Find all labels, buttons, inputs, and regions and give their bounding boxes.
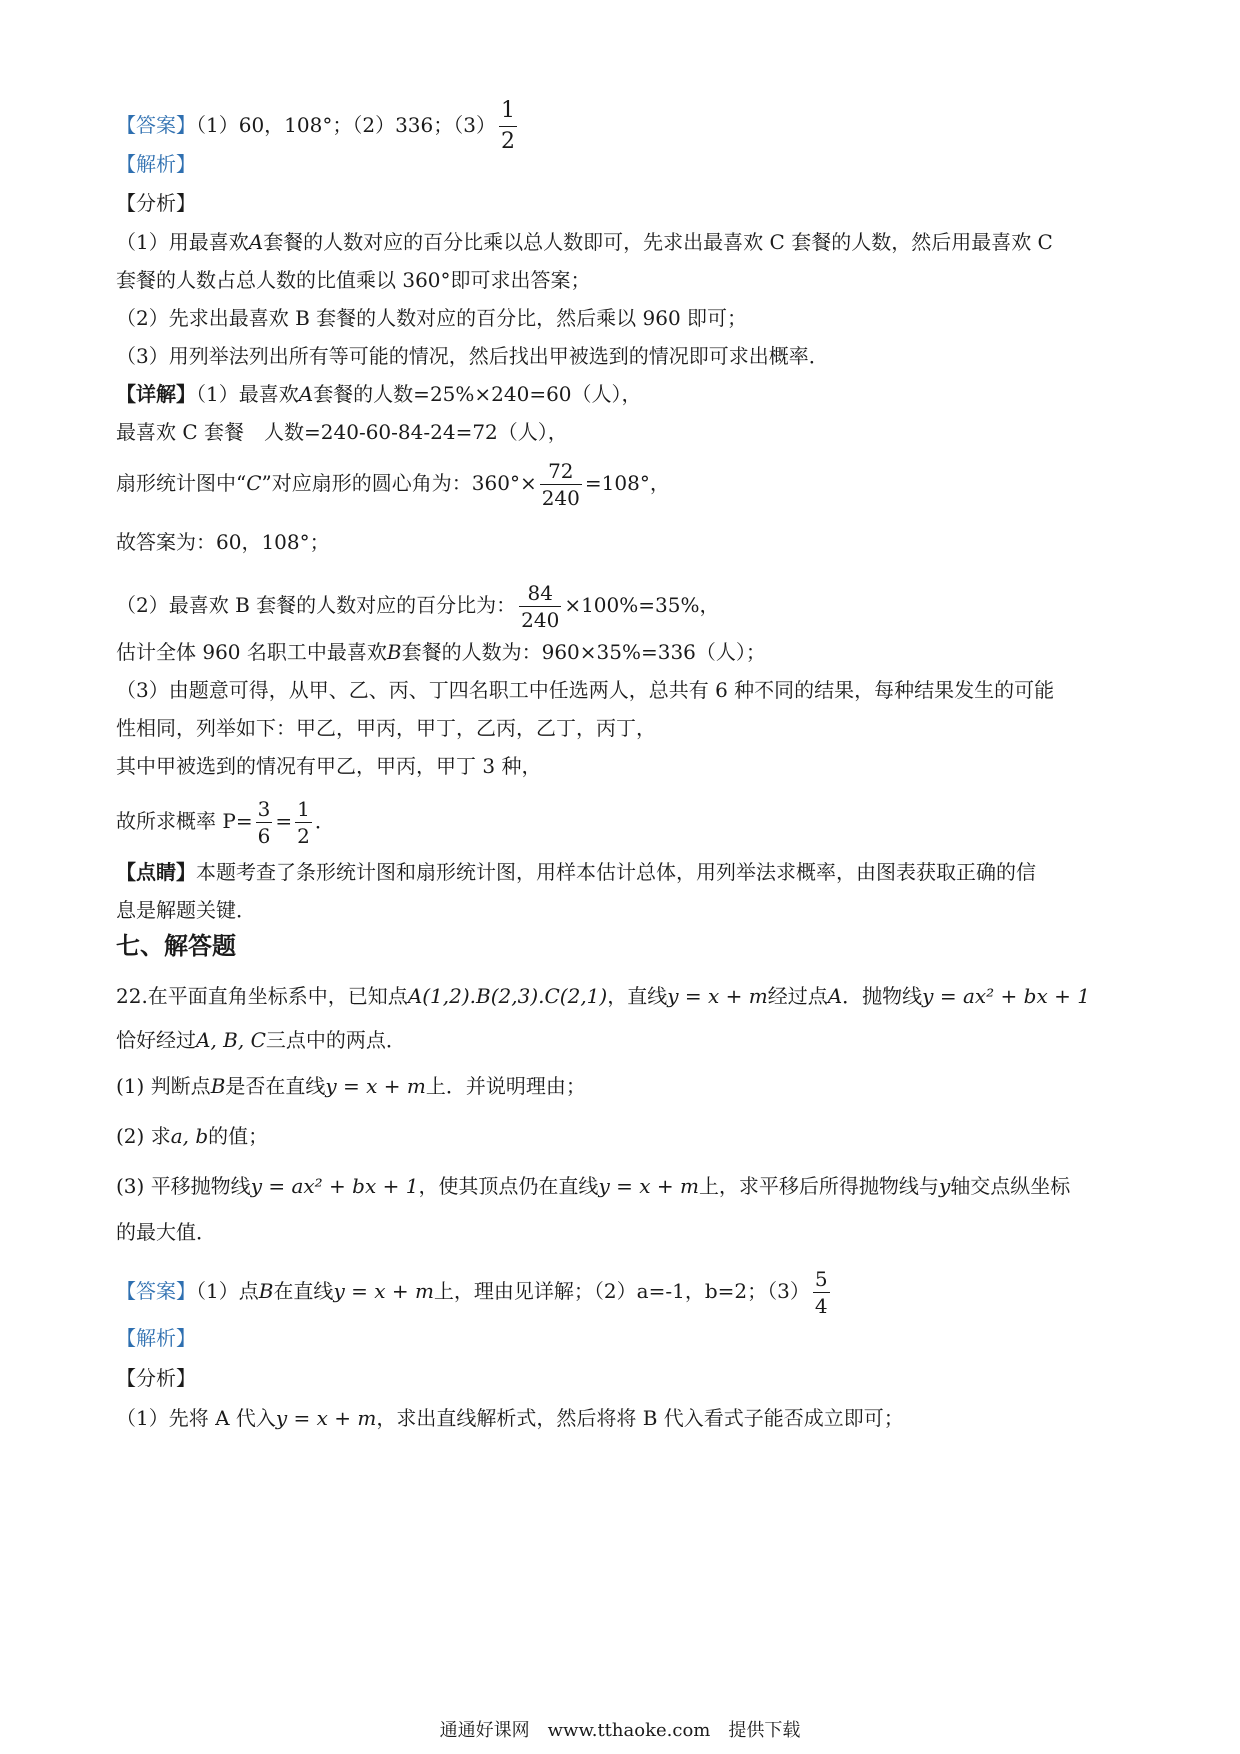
jiexi-tag: 【解析】 (116, 1326, 196, 1350)
fraction: $\frac{72}{240}$ (541, 459, 580, 510)
detail-tag: 【详解】 (116, 382, 196, 406)
detail-line: 【详解】（1）最喜欢A套餐的人数=25%×240=60（人）， (116, 382, 642, 406)
detail-line: 扇形统计图中“C”对应扇形的圆心角为：360°× $\frac{72}{240}$ =108°， (116, 459, 670, 510)
detail-line: 故答案为：60，108°； (116, 530, 330, 554)
answer-tag: 【答案】 (116, 113, 196, 137)
fraction: $\frac{1}{2}$ (297, 797, 310, 848)
analysis-line: （1）用最喜欢A套餐的人数对应的百分比乘以总人数即可，先求出最喜欢 C 套餐的人数，然后用最喜欢 C (116, 230, 1053, 254)
question-part: (1) 判断点B是否在直线y = x + m上．并说明理由； (116, 1074, 586, 1098)
question-part: 的最大值． (116, 1220, 216, 1244)
fraction: $\frac{5}{4}$ (814, 1267, 828, 1318)
question-line: 恰好经过A, B, C三点中的两点． (116, 1028, 406, 1052)
answer-line: 【答案】（1）点B在直线y = x + m上，理由见详解；（2）a=-1，b=2；（3） $\frac{5}{4}$ (116, 1267, 828, 1318)
analysis-line: （1）先将 A 代入y = x + m，求出直线解析式，然后将将 B 代入看式子能否成立即可； (116, 1406, 904, 1430)
answer-tag: 【答案】 (116, 1279, 196, 1303)
question-part: (2) 求a, b的值； (116, 1124, 269, 1148)
fenxi-tag: 【分析】 (116, 1366, 196, 1390)
detail-line: （3）由题意可得，从甲、乙、丙、丁四名职工中任选两人，总共有 6 种不同的结果，每种结果发生的可能 (116, 678, 1055, 702)
detail-line: 故所求概率 P= $\frac{3}{6}$ = $\frac{1}{2}$ ． (116, 797, 335, 848)
question-part: (3) 平移抛物线y = ax² + bx + 1，使其顶点仍在直线y = x + m上，求平移后所得抛物线与y轴交点纵坐标 (116, 1174, 1071, 1198)
dianjing-tag: 【点睛】 (116, 860, 196, 884)
answer-text: （1）60，108°；（2）336；（3） (196, 113, 496, 137)
answer-line (116, 96, 520, 157)
detail-line: （2）最喜欢 B 套餐的人数对应的百分比为： $\frac{84}{240}$ ×100%=35%， (116, 581, 720, 632)
analysis-line: （3）用列举法列出所有等可能的情况，然后找出甲被选到的情况即可求出概率． (116, 344, 829, 368)
dianjing-line: 息是解题关键． (116, 898, 256, 922)
analysis-line: （2）先求出最喜欢 B 套餐的人数对应的百分比，然后乘以 960 即可； (116, 306, 748, 330)
detail-line: 估计全体 960 名职工中最喜欢B套餐的人数为：960×35%=336（人）； (116, 640, 766, 664)
detail-line: 其中甲被选到的情况有甲乙，甲丙，甲丁 3 种， (116, 754, 542, 778)
fenxi-tag: 【分析】 (116, 191, 196, 215)
dianjing-line: 【点睛】本题考查了条形统计图和扇形统计图，用样本估计总体，用列举法求概率，由图表获取正确的信 (116, 860, 1036, 884)
fraction: $\frac{84}{240}$ (521, 581, 560, 632)
fraction: $\frac{3}{6}$ (257, 797, 271, 848)
page-footer: 通通好课网 www.tthaoke.com 提供下载 (439, 1720, 801, 1741)
jiexi-tag: 【解析】 (116, 152, 196, 176)
fraction: $\frac{1}{2}$ (500, 98, 515, 154)
section-heading: 七、解答题 (116, 931, 236, 960)
analysis-line: 套餐的人数占总人数的比值乘以 360°即可求出答案； (116, 268, 591, 292)
question-line: 22.在平面直角坐标系中，已知点A(1,2).B(2,3).C(2,1)，直线y = x + m经过点A．抛物线y = ax² + bx + 1 (116, 984, 1090, 1008)
detail-line: 性相同，列举如下：甲乙，甲丙，甲丁，乙丙，乙丁，丙丁， (116, 716, 656, 740)
detail-line: 最喜欢 C 套餐 人数=240-60-84-24=72（人）， (116, 420, 568, 444)
